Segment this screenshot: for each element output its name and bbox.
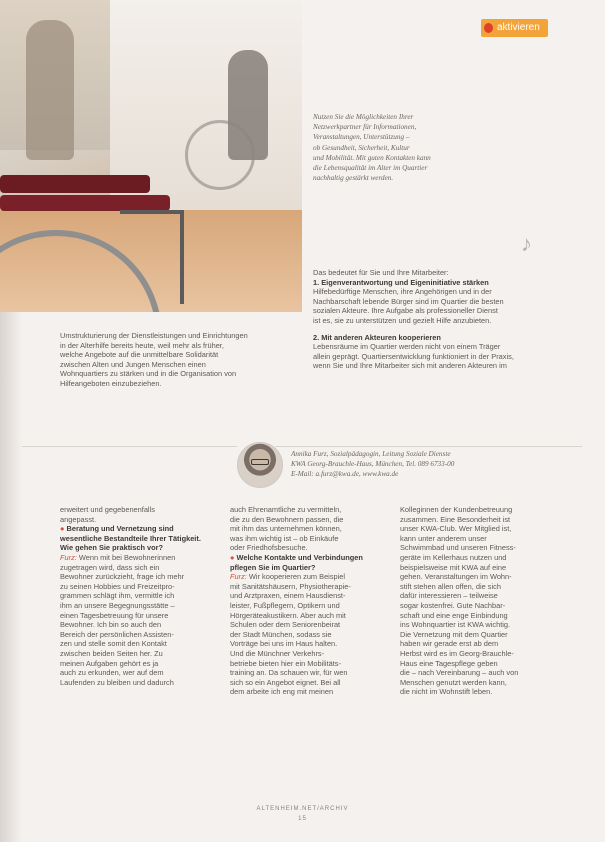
- answer-1-line: Bewohner zurückzieht, frage ich mehr: [60, 572, 185, 582]
- col3-line: unser KWA-Club. Wer Mitglied ist,: [400, 524, 512, 534]
- answer-2-line: mit Sanitätshäusern, Physiotherapie-: [230, 581, 351, 591]
- question-2-text: Welche Kontakte und Verbindungen pflegen Sie im Quartier?: [230, 552, 363, 572]
- col3-line: zusammen. Eine Besonderheit ist: [400, 514, 511, 524]
- answer-2-line: der Stadt München, sodass sie: [230, 629, 332, 639]
- photo-background-wheel: [185, 120, 255, 190]
- answer-2-line: Und die Münchner Verkehrs-: [230, 648, 325, 658]
- left-line: welche Angebote auf die unmittelbare Solidarität: [60, 350, 219, 360]
- section-divider: [22, 446, 582, 447]
- right-intro-block: [313, 268, 563, 371]
- point2-line: wenn Sie und Ihre Mitarbeiter sich mit anderen Akteuren im: [313, 361, 507, 371]
- col3-line: geräte im Kellerhaus nutzen und: [400, 552, 507, 562]
- question-1-text: Beratung und Vernetzung sind wesentliche Bestandteile Ihrer Tätigkeit. Wie gehen Sie praktisch vor?: [60, 524, 201, 553]
- answer-2-line: sich so ein Angebot eignet. Bei all: [230, 677, 341, 687]
- tag-icon: [484, 23, 493, 33]
- answer-1-first-line: [60, 553, 210, 563]
- right-intro: Das bedeutet für Sie und Ihre Mitarbeiter:: [313, 268, 449, 277]
- col3-line: beispielsweise mit KWA auf eine: [400, 562, 507, 572]
- answer-1-line: meinen Aufgaben gehört es ja: [60, 658, 159, 668]
- question-bullet-icon: ●: [60, 524, 65, 534]
- answer-1-line: zugetragen wird, dass sich ein: [60, 562, 160, 572]
- page-number: 15: [298, 816, 307, 822]
- col3-line: kann unter anderem unser: [400, 533, 487, 543]
- author-avatar: [237, 442, 283, 488]
- caption-line: Veranstaltungen, Unterstützung –: [313, 133, 410, 142]
- col2-line: auch Ehrenamtliche zu vermitteln,: [230, 505, 342, 514]
- section-tag-label: aktivieren: [497, 22, 540, 33]
- caption-line: und Mobilität. Mit guten Kontakten kann: [313, 153, 431, 162]
- answer-1-line: auch zu erkunden, wer auf dem: [60, 668, 164, 678]
- question-1: [60, 524, 210, 553]
- answer-2-line: betriebe bieten hier ein Mobilitäts-: [230, 658, 341, 668]
- answer-2-line: Vorträge bei uns im Haus halten.: [230, 639, 338, 649]
- col3-line: Die Vernetzung mit dem Quartier: [400, 629, 508, 639]
- answer-2-line: Wir kooperieren zum Beispiel: [248, 572, 346, 582]
- answer-1-line: zwischen beiden Seiten her. Zu: [60, 648, 163, 658]
- left-line: Umstrukturierung der Dienstleistungen und Einrichtungen: [60, 331, 248, 340]
- col3-line: Schwimmbad und unseren Fitness-: [400, 543, 516, 553]
- col2-line: mit ihm das unternehmen können,: [230, 524, 342, 534]
- photo-person-walking: [26, 20, 74, 160]
- music-note-icon: ♪: [521, 231, 532, 256]
- answer-1-line: Bewohner. Ich bin so auch den: [60, 620, 162, 630]
- question-2: [230, 553, 385, 572]
- col3-line: die – nach Vereinbarung – auch von: [400, 668, 519, 678]
- col3-line: Menschen genutzt werden kann,: [400, 677, 507, 687]
- answer-2-line: Hörgeräteakustikern. Aber auch mit: [230, 610, 346, 620]
- answer-2-first-line: [230, 572, 385, 582]
- answer-1-line: ihm an unsere Begegnungsstätte –: [60, 600, 175, 610]
- answer-2-line: Schulen oder dem Seniorenbeirat: [230, 620, 341, 630]
- answer-1-line: Laufenden zu bleiben und dadurch: [60, 677, 174, 687]
- wheelchair-photo: [0, 0, 302, 312]
- answer-1-line: zu seinen Hobbies und Freizeitpro-: [60, 581, 175, 591]
- col3-line: schaft und eine enge Einbindung: [400, 610, 508, 620]
- point1-line: ist es, sie zu unterstützen und gezielt Hilfe anzubieten.: [313, 315, 492, 325]
- caption-line: Nutzen Sie die Möglichkeiten Ihrer: [313, 113, 414, 121]
- avatar-glasses: [251, 459, 269, 465]
- section-tag: [481, 19, 548, 37]
- col3-line: stift stehen allen offen, die sich: [400, 581, 501, 591]
- answer-2-line: und Arztpraxen, einem Hausdienst-: [230, 591, 346, 601]
- left-line: Wohnquartiers zu stärken und in die Organisation von: [60, 369, 237, 379]
- point1-title: 1. Eigenverantwortung und Eigeninitiative stärken: [313, 277, 489, 287]
- col3-line: haben wir gerade erst ab dem: [400, 639, 499, 649]
- col2-line: die zu den Bewohnern passen, die: [230, 514, 344, 524]
- footer-url: ALTENHEIM.NET/ARCHIV: [256, 806, 349, 812]
- answer-1-lead: Furz:: [60, 552, 77, 562]
- col3-line: sogar kostenfrei. Gute Nachbar-: [400, 600, 506, 610]
- author-address: KWA Georg-Brauchle-Haus, München, Tel. 089 6733-00: [291, 459, 455, 468]
- page-footer: [0, 806, 605, 822]
- answer-1-line: Bereich der persönlichen Assisten-: [60, 629, 174, 639]
- answer-1-line: einen Tagesbetreuung für unsere: [60, 610, 169, 620]
- answer-2-line: leister, Fußpflegern, Optikern und: [230, 600, 340, 610]
- point2-title: 2. Mit anderen Akteuren kooperieren: [313, 332, 441, 342]
- photo-caption: [313, 112, 463, 183]
- col3-line: dafür interessieren – teilweise: [400, 591, 498, 601]
- column-1: [60, 505, 210, 687]
- left-line: in der Alterhilfe bereits heute, weil mehr als früher,: [60, 340, 224, 350]
- answer-2-line: dem arbeite ich eng mit meinen: [230, 687, 334, 697]
- caption-line: die Lebensqualität im Alter im Quartier: [313, 164, 428, 173]
- caption-line: nachhaltig gestärkt werden.: [313, 174, 394, 183]
- col3-line: Kolleginnen der Kundenbetreuung: [400, 505, 513, 514]
- col3-line: Herbst wird es im Georg-Brauchle-: [400, 648, 514, 658]
- point2-line: Lebensräume im Quartier werden nicht von einem Träger: [313, 342, 501, 352]
- col2-line: was ihm wichtig ist – ob Einkäufe: [230, 533, 339, 543]
- column-2: [230, 505, 385, 697]
- left-line: zwischen Alten und Jungen Menschen einen: [60, 359, 206, 369]
- answer-2-lead: Furz:: [230, 572, 247, 582]
- point2-line: allein geprägt. Quartiersentwicklung funktioniert in der Praxis,: [313, 351, 514, 361]
- col3-line: Haus eine Tagespflege geben: [400, 658, 498, 668]
- col3-line: gehen. Veranstaltungen im Wohn-: [400, 572, 512, 582]
- col3-line: ins Wohnquartier ist KWA wichtig.: [400, 620, 511, 630]
- caption-line: Netzwerkpartner für Informationen,: [313, 123, 417, 132]
- col1-line: angepasst.: [60, 514, 97, 524]
- point1-line: Hilfebedürftige Menschen, ihre Angehörigen und in der: [313, 287, 492, 297]
- point1-line: sozialen Akteure. Ihre Aufgabe als professioneller Dienst: [313, 306, 498, 316]
- left-intro-block: [60, 331, 300, 389]
- photo-chair-backrest: [0, 175, 150, 193]
- column-3: [400, 505, 560, 697]
- answer-2-line: training an. Da schauen wir, für wen: [230, 668, 348, 678]
- answer-1-line: zen und stelle somit den Kontakt: [60, 639, 167, 649]
- col2-line: oder Friedhofsbesuche.: [230, 543, 308, 553]
- caption-line: ob Gesundheit, Sicherheit, Kultur: [313, 143, 410, 152]
- left-line: Hilfeangeboten einzubeziehen.: [60, 378, 162, 388]
- photo-chair-seat: [0, 195, 170, 211]
- col1-line: erweitert und gegebenenfalls: [60, 505, 155, 514]
- author-info: [291, 450, 551, 479]
- answer-1-line: grammen schlägt ihm, vermittle ich: [60, 591, 175, 601]
- author-contact: E-Mail: a.furz@kwa.de, www.kwa.de: [291, 469, 399, 478]
- question-bullet-icon: ●: [230, 552, 235, 562]
- col3-line: die nicht im Wohnstift leben.: [400, 687, 493, 697]
- author-name: Annika Furz, Sozialpädagogin, Leitung Soziale Dienste: [291, 450, 451, 458]
- point1-line: Nachbarschaft lebende Bürger sind im Quartier die besten: [313, 296, 504, 306]
- answer-1-line: Wenn mit bei Bewohnerinnen: [78, 552, 176, 562]
